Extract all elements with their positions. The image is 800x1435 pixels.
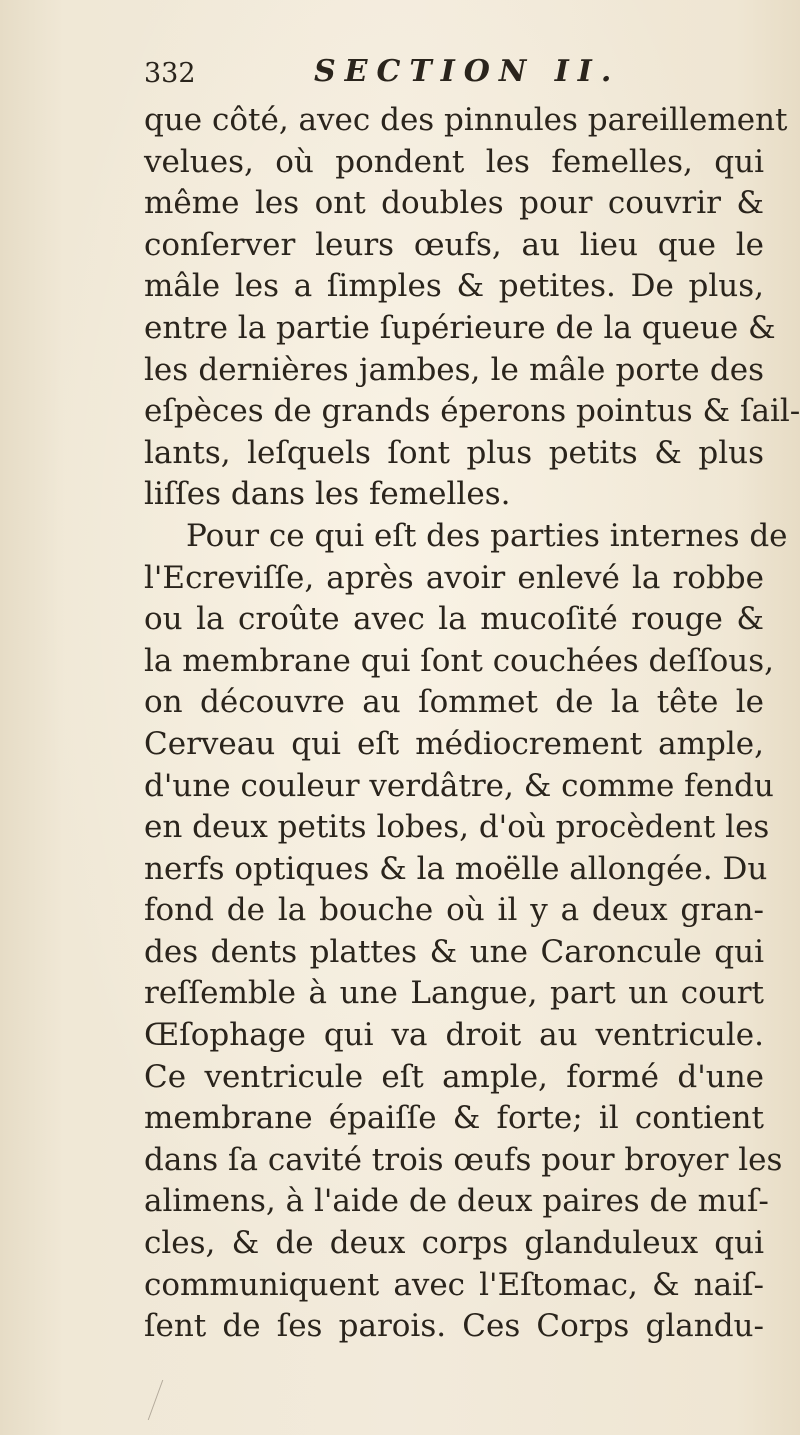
text-line: l'Ecreviſſe, après avoir enlevé la robbe — [144, 559, 764, 596]
page-number: 332 — [144, 58, 196, 89]
text-line: nerfs optiques & la moëlle allongée. Du — [144, 850, 768, 887]
text-line: fond de la bouche où il y a deux gran- — [144, 892, 764, 929]
text-line: entre la partie ſupérieure de la queue & — [144, 309, 776, 346]
text-line: d'une couleur verdâtre, & comme fendu — [144, 767, 774, 804]
text-line: les dernières jambes, le mâle porte des — [144, 351, 764, 388]
text-line: même les ont doubles pour couvrir & — [144, 185, 764, 222]
text-line: on découvre au ſommet de la tête le — [144, 684, 764, 721]
body-text — [144, 100, 800, 1348]
page-header — [144, 54, 704, 94]
text-line: eſpèces de grands éperons pointus & ſail- — [144, 393, 800, 430]
text-line: alimens, à l'aide de deux paires de muſ- — [144, 1183, 769, 1220]
text-line: ſent de ſes parois. Ces Corps glandu- — [144, 1308, 764, 1345]
text-line: Œſophage qui va droit au ventricule. — [144, 1017, 764, 1054]
stray-ink-mark — [148, 1380, 184, 1420]
text-line: lants, leſquels ſont plus petits & plus — [144, 434, 764, 471]
text-line: Cerveau qui eſt médiocrement ample, — [144, 725, 764, 762]
text-line: ou la croûte avec la mucoſité rouge & — [144, 601, 764, 638]
text-line: Ce ventricule eſt ample, formé d'une — [144, 1058, 764, 1095]
text-line: velues, où pondent les femelles, qui — [144, 143, 764, 180]
text-line: liſſes dans les femelles. — [144, 476, 511, 513]
running-head: SECTION II. — [314, 54, 621, 89]
text-line: la membrane qui ſont couchées deſſous, — [144, 642, 774, 679]
text-line: conſerver leurs œufs, au lieu que le — [144, 226, 764, 263]
text-line: cles, & de deux corps glanduleux qui — [144, 1225, 764, 1262]
text-line: des dents plattes & une Caroncule qui — [144, 933, 764, 970]
text-line: reſſemble à une Langue, part un court — [144, 975, 764, 1012]
text-line: en deux petits lobes, d'où procèdent les — [144, 809, 770, 846]
paragraph-start-line: Pour ce qui eſt des parties internes de — [186, 517, 788, 554]
text-line: membrane épaiſſe & forte; il contient — [144, 1100, 764, 1137]
text-line: communiquent avec l'Eſtomac, & naiſ- — [144, 1266, 764, 1303]
text-line: que côté, avec des pinnules pareillement — [144, 102, 788, 138]
text-line: dans ſa cavité trois œufs pour broyer les — [144, 1141, 783, 1178]
text-line: mâle les a ſimples & petites. De plus, — [144, 268, 764, 305]
